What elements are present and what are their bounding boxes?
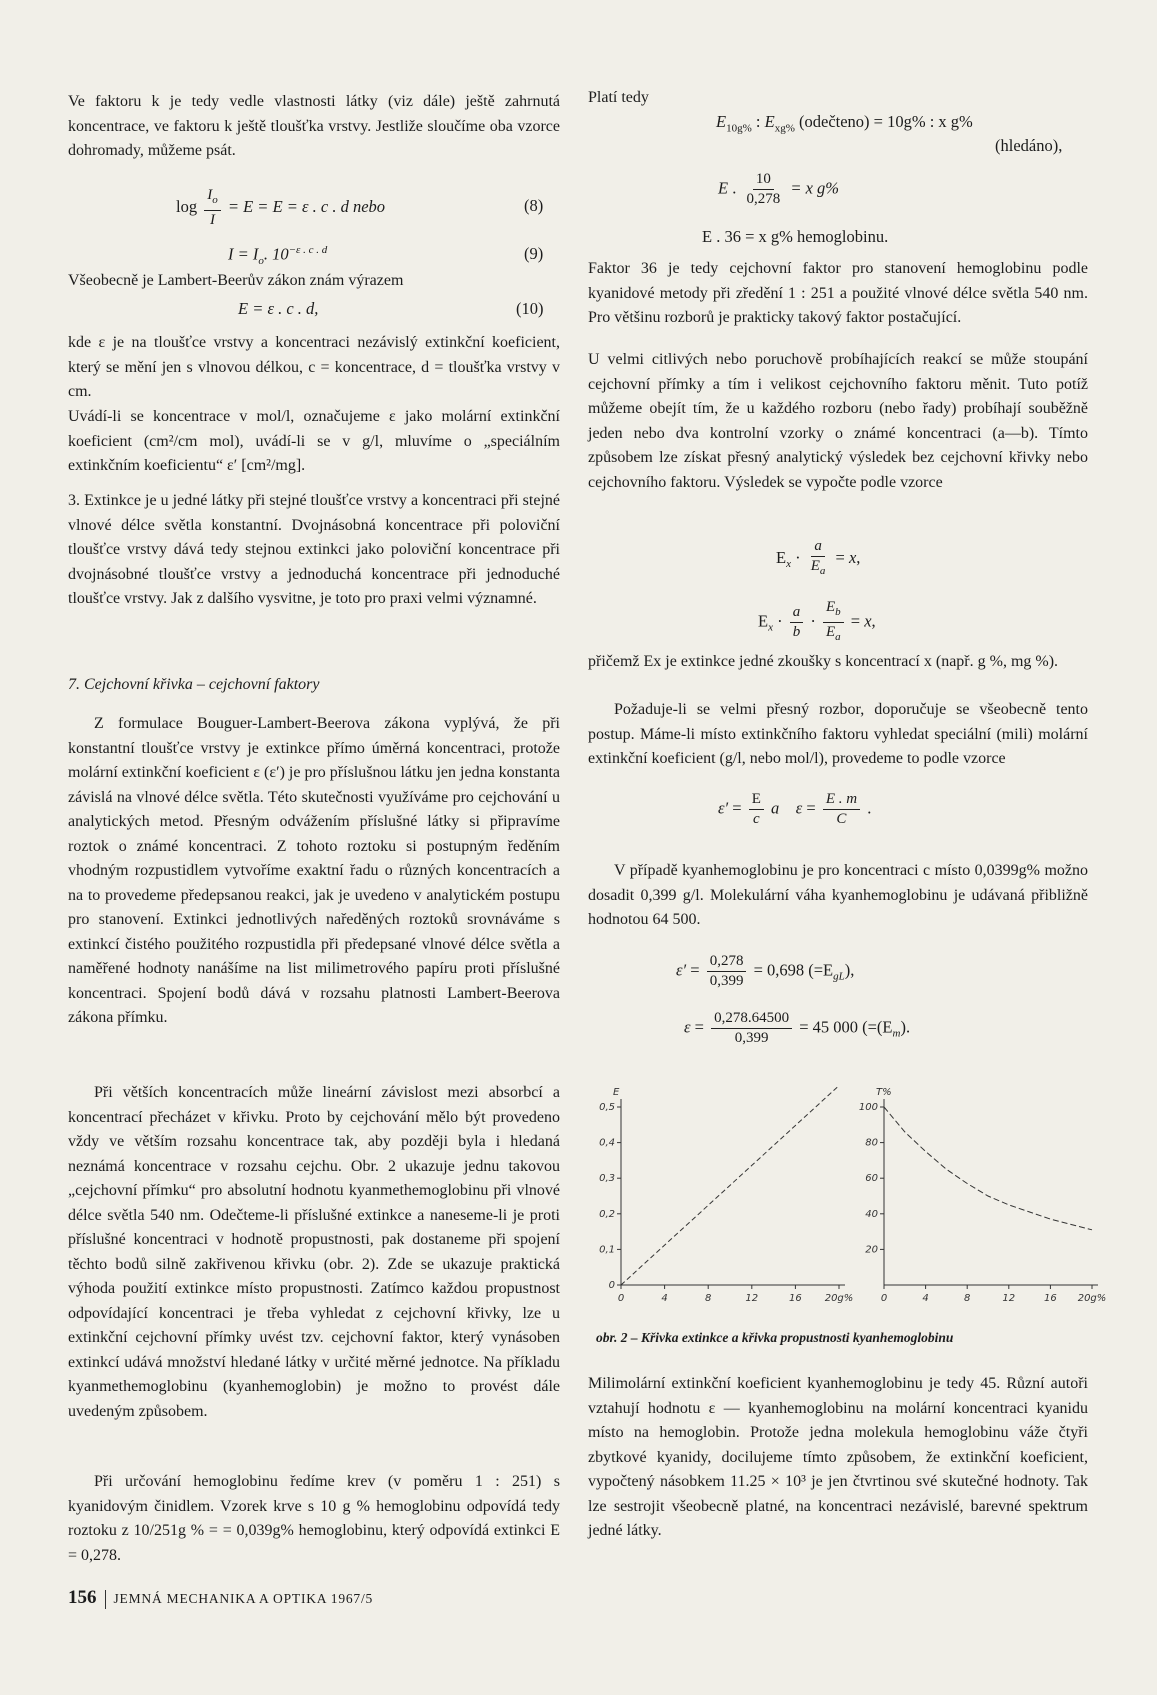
page-number: 156 xyxy=(68,1587,97,1608)
x-tick-label: 16 xyxy=(789,1293,802,1304)
journal-name: JEMNÁ MECHANIKA A OPTIKA 1967/5 xyxy=(113,1591,374,1606)
x-tick-label: 12 xyxy=(1002,1293,1016,1304)
right-paragraph-1: Platí tedy xyxy=(588,89,649,106)
y-tick-label: 20 xyxy=(865,1244,878,1256)
equation-ratio: $E_{10g\%}$ : $E_{xg\%}$ (odečteno) = 10g% : x g% xyxy=(716,112,973,135)
figure-2-charts xyxy=(588,1075,1108,1325)
data-line xyxy=(884,1107,1092,1230)
equation-ex-1: $E_x$ · $\frac{a}{E_a}$ = x, xyxy=(776,538,861,577)
left-paragraph-1: Ve faktoru k je tedy vedle vlastnosti látky (viz dále) ještě zahrnutá koncentrace, ve faktoru k ještě tloušťka vrstvy. Jestliže sloučíme oba vzorce dohromady, můžeme psát. xyxy=(68,93,560,159)
y-tick-label: 100 xyxy=(858,1102,878,1113)
right-paragraph-2: Faktor 36 je tedy cejchovní faktor pro stanovení hemoglobinu podle kyanidové metody při zředění 1 : 251 a použité vlnové délce světla 540 nm. Pro většinu rozborů je prakticky takový faktor postačující. xyxy=(588,260,1088,326)
x-tick-label: 0 xyxy=(617,1293,625,1304)
y-tick-label: 0,2 xyxy=(599,1208,615,1220)
right-paragraph-5: Požaduje-li se velmi přesný rozbor, doporučuje se všeobecně tento postup. Máme-li místo extinkčního faktoru vyhledat speciální (mili) molární extinkční koeficient (g/l, nebo mol/l), provedeme to podle vzorce xyxy=(588,701,1088,767)
x-tick-label: 8 xyxy=(964,1293,971,1304)
x-tick-label: 4 xyxy=(661,1293,668,1304)
y-tick-label: 0,1 xyxy=(599,1244,615,1256)
equation-10-number: (10) xyxy=(516,299,544,318)
footer-divider xyxy=(105,1590,106,1609)
equation-fraction: E . $\frac{10}{0,278}$ = x g% xyxy=(718,171,840,207)
equation-hemoglobin: E . 36 = x g% hemoglobinu. xyxy=(702,227,889,246)
x-tick-label: 20g% xyxy=(1077,1293,1107,1304)
x-tick-label: 8 xyxy=(705,1293,712,1304)
equation-9: $I = I_o$. $10^{-\varepsilon . c . d}$ xyxy=(228,244,328,267)
y-tick-label: 40 xyxy=(865,1208,878,1220)
equation-10: E = ε . c . d, xyxy=(238,299,319,318)
right-paragraph-4: přičemž Ex je extinkce jedné zkoušky s koncentrací x (např. g %, mg %). xyxy=(588,653,1059,670)
y-tick-label: 80 xyxy=(865,1137,878,1149)
figure-caption: obr. 2 – Křivka extinkce a křivka propustnosti kyanhemoglobinu xyxy=(596,1330,954,1345)
y-axis-label: E xyxy=(613,1087,620,1098)
data-line xyxy=(621,1086,839,1285)
left-paragraph-6: Z formulace Bouguer-Lambert-Beerova zákona vyplývá, že při konstantní tloušťce vrstvy je extinkce přímo úměrná koncentraci, protože molární extinkční koeficient ε (ε′) je pro příslušnou látku jen jedna konstanta závislá na vlnové délce světla. Této skutečnosti využíváme pro cejchování u analytických metod. Přesným odvážením příslušné látky si připravíme roztok o známé koncentraci. Z tohoto roztoku si postupným ředěním vhodným rozpustidlem vytvoříme exaktní řadu o různých koncentracích a na to provedeme předepsanou reakci, jak je uvedeno v analytickém postupu pro stanovení. Extinkci jednotlivých naředěných roztoků srovnáváme s extinkcí čistého použitého rozpustidla při předepsané vlnové délce světla a naměřené hodnoty nanášíme na list milimetrového papíru proti příslušné koncentraci. Spojení bodů dává v rozsahu platnosti Lambert-Beerova zákona přímku. xyxy=(68,715,560,1026)
y-tick-label: 0 xyxy=(608,1280,615,1291)
right-paragraph-6: V případě kyanhemoglobinu je pro koncentraci c místo 0,0399g% možno dosadit 0,399 g/l. Molekulární váha kyanhemoglobinu je udávaná přibližně hodnotou 64 500. xyxy=(588,862,1088,928)
left-paragraph-7: Při větších koncentracích může lineární závislost mezi absorbcí a koncentrací přecházet v křivku. Proto by cejchování mělo být provedeno vždy ve větším rozsahu koncentrace tak, aby později byla i hledaná neznámá koncentrace v rozsahu cejchu. Obr. 2 ukazuje jednu takovou „cejchovní přímku“ pro absolutní hodnotu kyanmethemoglobinu při vlnové délce světla 540 nm. Odečteme-li příslušné extinkce a naneseme-li je proti příslušné koncentraci v hodnotě propustnosti, pak dostaneme při spojení těchto bodů silně zakřivenou křivku (obr. 2). Zde se ukazuje praktická výhoda použití extinkce místo propustnosti. Zatímco každou propustnost odpovídající koncentraci je třeba vyhledat z cejchovní křivky, lze u extinkční cejchovní přímky uvést tzv. cejchovní faktor, který vynásoben extinkcí udává množství hledané látky v určité měrné jednotce. Na příkladu kyanmethemoglobinu (kyanhemoglobin) je možno to provést dále uvedeným způsobem. xyxy=(68,1084,560,1420)
right-paragraph-3: U velmi citlivých nebo poruchově probíhajících reakcí se může stoupání cejchovní přímky a tím i velikost cejchovního faktoru měnit. Tuto potíž můžeme obejít tím, že u každého rozboru (nebo řady) probíhají souběžně jeden nebo dva kontrolní vzorky o známé koncentraci (a—b). Tímto způsobem lze získat přesný analytický výsledek bez cejchovní křivky nebo cejchovního faktoru. Výsledek se vypočte podle vzorce xyxy=(588,351,1088,491)
equation-ex-2: $E_x$ · $\frac{a}{b}$ · $\frac{E_b}{E_a}$ = x, xyxy=(758,599,876,643)
equation-9-number: (9) xyxy=(524,244,544,263)
y-tick-label: 0,3 xyxy=(599,1173,615,1185)
left-paragraph-3: kde ε je na tloušťce vrstvy a koncentraci nezávislý extinkční koeficient, který se mění jen s vlnovou délkou, c = koncentrace, d = tloušťka vrstvy v cm. xyxy=(68,334,560,400)
left-paragraph-4: Uvádí-li se koncentrace v mol/l, označujeme ε jako molární extinkční koeficient (cm²/cm mol), uvádí-li se v g/l, mluvíme o „speciálním extinkčním koeficientu“ ε′ [cm²/mg]. xyxy=(68,408,560,474)
equation-ratio-note: (hledáno), xyxy=(995,136,1063,155)
right-paragraph-7: Milimolární extinkční koeficient kyanhemoglobinu je tedy 45. Různí autoři vztahují hodnotu ε — kyanhemoglobinu na molární koncentraci kyanidu místo na hemoglobin. Protože jedna molekula hemoglobinu váže čtyři zbytkové kyanidy, docilujeme tímto způsobem, že extinkční koeficient, vypočtený násobkem 11.25 × 10³ je jen čtvrtinou své skutečné hodnoty. Tak lze sestrojit všeobecně platné, na koncentraci nezávislé, barevné spektrum jedné látky. xyxy=(588,1375,1088,1539)
x-tick-label: 20g% xyxy=(824,1293,854,1304)
equation-epsilon-mol: ε = $\frac{0,278.64500}{0,399}$ = 45 000 ($=(E_m)$. xyxy=(684,1010,911,1046)
page-footer xyxy=(68,1587,373,1609)
y-axis-label: T% xyxy=(876,1087,892,1098)
x-tick-label: 16 xyxy=(1044,1293,1057,1304)
x-tick-label: 0 xyxy=(880,1293,888,1304)
equation-epsilon: ε′ = $\frac{E}{c}$ a ε = $\frac{E . m}{C}$ . xyxy=(718,791,872,827)
extinction-chart xyxy=(599,1086,853,1304)
left-paragraph-8: Při určování hemoglobinu ředíme krev (v poměru 1 : 251) s kyanidovým činidlem. Vzorek krve s 10 g % hemoglobinu odpovídá tedy roztoku z 10/251g % = = 0,039g% hemoglobinu, který odpovídá extinkci E = 0,278. xyxy=(68,1473,560,1564)
x-tick-label: 12 xyxy=(745,1293,759,1304)
x-tick-label: 4 xyxy=(922,1293,929,1304)
section-heading: 7. Cejchovní křivka – cejchovní faktory xyxy=(68,676,320,693)
transmittance-chart xyxy=(859,1087,1106,1304)
equation-epsilon-prime: ε′ = $\frac{0,278}{0,399}$ = 0,698 $(=E_{gL})$, xyxy=(676,953,855,989)
y-tick-label: 60 xyxy=(865,1173,878,1185)
equation-8-number: (8) xyxy=(524,196,544,215)
y-tick-label: 0,4 xyxy=(599,1137,615,1149)
left-paragraph-2: Všeobecně je Lambert-Beerův zákon znám výrazem xyxy=(68,272,404,289)
left-paragraph-5: 3. Extinkce je u jedné látky při stejné tloušťce vrstvy a koncentraci při stejné vlnové délce světla konstantní. Dvojnásobná koncentrace při poloviční tloušťce vrstvy dává tedy stejnou extinkci jako poloviční koncentrace při dvojnásobné tloušťce vrstvy a jednoduchá koncentrace při jednoduché tloušťce vrstvy. Jak z dalšího vysvitne, je toto pro praxi velmi významné. xyxy=(68,492,560,607)
y-tick-label: 0,5 xyxy=(599,1102,615,1113)
equation-8: log $\frac{I_o}{I}$ = E = E = ε . c . d nebo xyxy=(176,187,386,228)
